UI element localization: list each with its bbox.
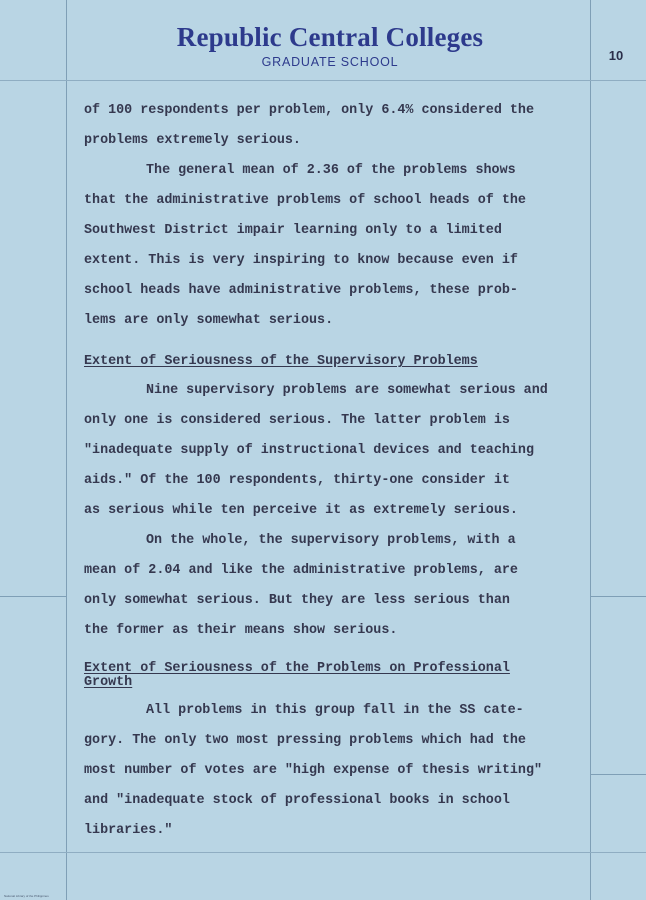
section-heading [84,662,590,690]
side-rule [590,774,646,775]
text-line: libraries." [84,823,173,838]
page-number: 10 [608,48,624,63]
text-line: and "inadequate stock of professional books in school [84,793,510,808]
margin-line-left [66,0,67,900]
text-line: only somewhat serious. But they are less serious than [84,593,510,608]
text-line: as serious while ten perceive it as extremely serious. [84,503,518,518]
text-line: that the administrative problems of school heads of the [84,193,526,208]
side-rule [0,596,66,597]
text-line: the former as their means show serious. [84,623,398,638]
document-body [84,96,590,846]
text-line: of 100 respondents per problem, only 6.4% considered the [84,103,534,118]
section-heading-text: Growth [84,675,133,690]
text-line: aids." Of the 100 respondents, thirty-one consider it [84,473,510,488]
text-line: On the whole, the supervisory problems, with a [146,533,516,548]
section-heading-text: Extent of Seriousness of the Problems on Professional [84,661,510,676]
text-line: Southwest District impair learning only to a limited [84,223,502,238]
institution-name: Republic Central Colleges [176,22,484,52]
text-line: lems are only somewhat serious. [84,313,334,328]
margin-line-right [590,0,591,900]
text-line: The general mean of 2.36 of the problems shows [146,163,516,178]
text-line: school heads have administrative problems, these prob- [84,283,518,298]
section-heading-text: Extent of Seriousness of the Supervisory Problems [84,354,478,369]
footer-rule [0,852,646,853]
text-line: Nine supervisory problems are somewhat serious and [146,383,548,398]
text-line: extent. This is very inspiring to know because even if [84,253,518,268]
header-rule [0,80,646,81]
text-line: mean of 2.04 and like the administrative problems, are [84,563,518,578]
school-name: GRADUATE SCHOOL [261,55,399,69]
letterhead [70,20,590,70]
side-rule [590,596,646,597]
text-line: most number of votes are "high expense of thesis writing" [84,763,543,778]
scan-footer-note: National Library of the Philippines [4,894,49,898]
text-line: only one is considered serious. The latter problem is [84,413,510,428]
text-line: "inadequate supply of instructional devices and teaching [84,443,534,458]
text-line: All problems in this group fall in the SS cate- [146,703,524,718]
section-heading [84,348,590,376]
text-line: problems extremely serious. [84,133,301,148]
text-line: gory. The only two most pressing problems which had the [84,733,526,748]
